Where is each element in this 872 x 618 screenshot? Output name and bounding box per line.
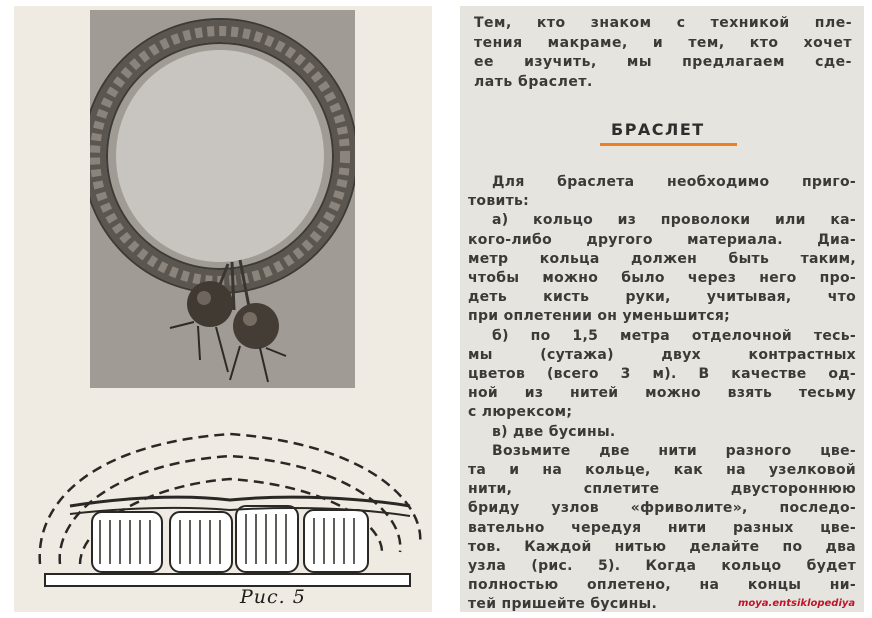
- intro-paragraph: [474, 14, 852, 92]
- body-line: полностью оплетено, на концы ни-: [468, 577, 856, 594]
- right-page: [460, 6, 864, 612]
- body-line: та и на кольце, как на узелковой: [468, 462, 856, 479]
- article-body: [468, 173, 856, 615]
- body-line: бриду узлов «фриволите», последо-: [468, 500, 856, 517]
- intro-line: лать браслет.: [474, 73, 593, 90]
- title-underline: [600, 143, 737, 146]
- left-page: [14, 6, 432, 612]
- watermark: moya.entsiklopediya: [738, 598, 856, 609]
- body-line: в) две бусины.: [492, 423, 616, 440]
- body-line: Возьмите две нити разного цве-: [492, 442, 856, 459]
- body-line: нити, сплетите двустороннюю: [468, 481, 856, 498]
- body-line: ной из нитей можно взять тесьму: [468, 385, 856, 402]
- body-line: чтобы можно было через него про-: [468, 270, 856, 287]
- body-line: товить:: [468, 193, 530, 210]
- macrame-figure: [30, 424, 430, 612]
- body-line: при оплетении он уменьшится;: [468, 308, 731, 325]
- bracelet-photo: [90, 10, 355, 388]
- intro-line: Тем, кто знаком с техникой пле-: [474, 15, 852, 31]
- body-line: деть кисть руки, учитывая, что: [468, 289, 856, 306]
- body-line: тей пришейте бусины.: [468, 596, 658, 613]
- body-line: тов. Каждой нитью делайте по два: [468, 538, 856, 555]
- body-line: мы (сутажа) двух контрастных: [468, 346, 856, 363]
- body-line: цветов (всего 3 м). В качестве од-: [468, 366, 856, 383]
- body-line: узла (рис. 5). Когда кольцо будет: [468, 558, 856, 575]
- figure-caption: Рис. 5: [240, 586, 306, 608]
- article-title: БРАСЛЕТ: [611, 120, 705, 139]
- body-line: метр кольца должен быть таким,: [468, 250, 856, 267]
- body-line: с люрексом;: [468, 404, 573, 421]
- body-line: кого-либо другого материала. Диа-: [468, 231, 856, 248]
- intro-line: ее изучить, мы предлагаем сде-: [474, 54, 852, 70]
- body-line: Для браслета необходимо приго-: [492, 174, 856, 190]
- body-line: а) кольцо из проволоки или ка-: [492, 212, 856, 229]
- body-line: б) по 1,5 метра отделочной тесь-: [492, 327, 856, 344]
- body-line: вательно чередуя нити разных цве-: [468, 519, 856, 536]
- intro-line: тения макраме, и тем, кто хочет: [474, 34, 852, 51]
